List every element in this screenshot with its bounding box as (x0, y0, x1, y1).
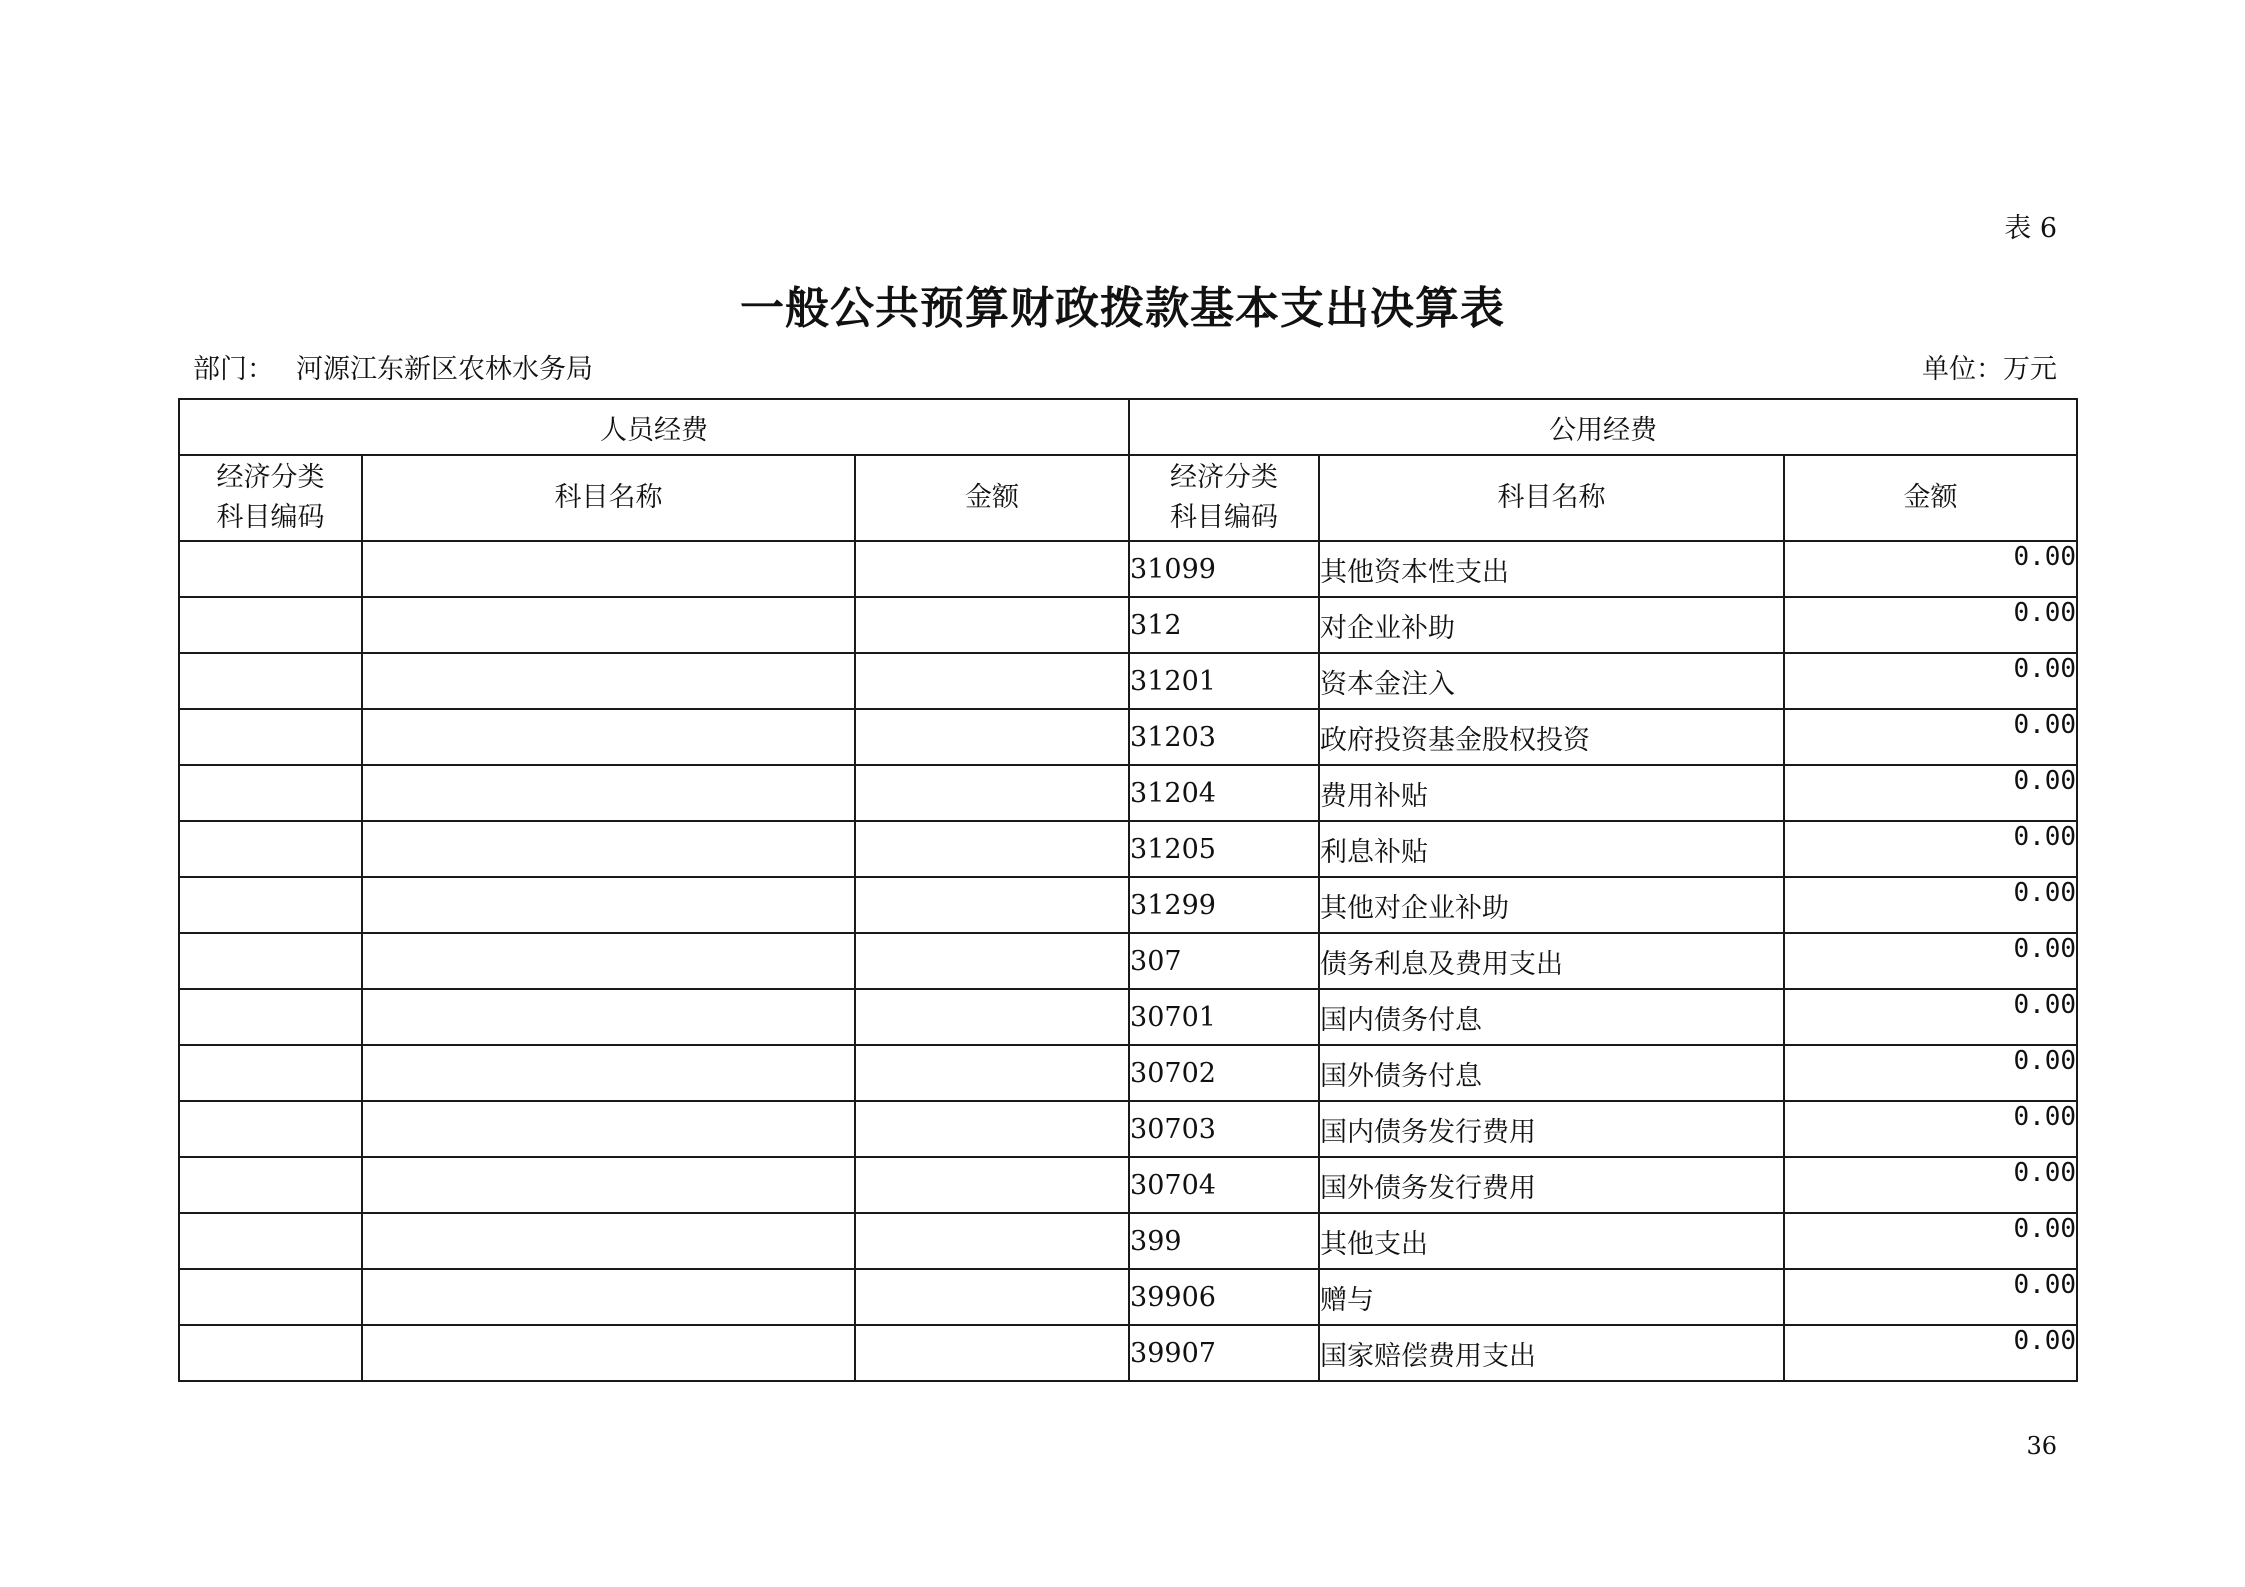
personnel-code-cell (179, 653, 362, 709)
expenditure-table (178, 398, 2078, 1382)
table-row (179, 653, 2077, 709)
personnel-name-cell (362, 765, 855, 821)
personnel-name-cell (362, 1325, 855, 1381)
public-name-cell: 国内债务付息 (1319, 989, 1784, 1045)
col-header-amount-right: 金额 (1784, 455, 2077, 541)
col-header-name-right: 科目名称 (1319, 455, 1784, 541)
personnel-name-cell (362, 541, 855, 597)
personnel-name-cell (362, 989, 855, 1045)
page-number: 36 (2026, 1432, 2057, 1460)
table-row (179, 709, 2077, 765)
table-row (179, 1045, 2077, 1101)
table-row (179, 1213, 2077, 1269)
personnel-name-cell (362, 709, 855, 765)
public-name-cell: 费用补贴 (1319, 765, 1784, 821)
department-label: 部门： (193, 354, 274, 385)
public-code-cell: 39906 (1129, 1269, 1319, 1325)
personnel-code-cell (179, 1101, 362, 1157)
public-amount-cell: 0.00 (1784, 709, 2077, 765)
table-row (179, 1101, 2077, 1157)
public-amount-cell: 0.00 (1784, 653, 2077, 709)
group-public-header: 公用经费 (1129, 399, 2077, 455)
table-row (179, 1157, 2077, 1213)
personnel-amount-cell (855, 933, 1129, 989)
public-code-cell: 30703 (1129, 1101, 1319, 1157)
table-body (179, 541, 2077, 1381)
col-header-amount-left: 金额 (855, 455, 1129, 541)
public-amount-cell: 0.00 (1784, 1101, 2077, 1157)
personnel-amount-cell (855, 877, 1129, 933)
public-name-cell: 国外债务付息 (1319, 1045, 1784, 1101)
personnel-code-cell (179, 1213, 362, 1269)
public-code-cell: 307 (1129, 933, 1319, 989)
department-line (193, 347, 593, 386)
personnel-name-cell (362, 1213, 855, 1269)
personnel-name-cell (362, 877, 855, 933)
personnel-amount-cell (855, 989, 1129, 1045)
unit-label: 单位：万元 (1922, 354, 2057, 385)
public-code-cell: 30701 (1129, 989, 1319, 1045)
public-amount-cell: 0.00 (1784, 1157, 2077, 1213)
personnel-code-cell (179, 709, 362, 765)
public-code-cell: 30702 (1129, 1045, 1319, 1101)
public-code-cell: 312 (1129, 597, 1319, 653)
personnel-code-cell (179, 877, 362, 933)
col-header-code-left: 经济分类 科目编码 (179, 455, 362, 541)
personnel-amount-cell (855, 1157, 1129, 1213)
table-row (179, 821, 2077, 877)
public-name-cell: 对企业补助 (1319, 597, 1784, 653)
table-row (179, 1325, 2077, 1381)
table-number: 表 6 (2004, 213, 2057, 244)
public-code-cell: 31205 (1129, 821, 1319, 877)
table-row (179, 1269, 2077, 1325)
public-name-cell: 利息补贴 (1319, 821, 1784, 877)
public-amount-cell: 0.00 (1784, 541, 2077, 597)
public-amount-cell: 0.00 (1784, 1213, 2077, 1269)
personnel-code-cell (179, 1269, 362, 1325)
personnel-name-cell (362, 653, 855, 709)
public-name-cell: 国内债务发行费用 (1319, 1101, 1784, 1157)
public-name-cell: 其他支出 (1319, 1213, 1784, 1269)
table-row (179, 989, 2077, 1045)
public-code-cell: 30704 (1129, 1157, 1319, 1213)
public-code-cell: 31299 (1129, 877, 1319, 933)
personnel-amount-cell (855, 1325, 1129, 1381)
public-name-cell: 其他对企业补助 (1319, 877, 1784, 933)
personnel-name-cell (362, 821, 855, 877)
personnel-amount-cell (855, 709, 1129, 765)
public-name-cell: 赠与 (1319, 1269, 1784, 1325)
public-name-cell: 国外债务发行费用 (1319, 1157, 1784, 1213)
public-amount-cell: 0.00 (1784, 1045, 2077, 1101)
table-row (179, 765, 2077, 821)
personnel-amount-cell (855, 597, 1129, 653)
personnel-code-cell (179, 765, 362, 821)
department-name: 河源江东新区农林水务局 (296, 354, 593, 385)
public-amount-cell: 0.00 (1784, 877, 2077, 933)
col-header-code-right: 经济分类 科目编码 (1129, 455, 1319, 541)
personnel-amount-cell (855, 1213, 1129, 1269)
personnel-amount-cell (855, 765, 1129, 821)
public-name-cell: 其他资本性支出 (1319, 541, 1784, 597)
public-code-cell: 31201 (1129, 653, 1319, 709)
column-header-row (179, 455, 2077, 541)
public-name-cell: 政府投资基金股权投资 (1319, 709, 1784, 765)
public-amount-cell: 0.00 (1784, 933, 2077, 989)
public-name-cell: 资本金注入 (1319, 653, 1784, 709)
public-name-cell: 债务利息及费用支出 (1319, 933, 1784, 989)
table-row (179, 877, 2077, 933)
personnel-name-cell (362, 933, 855, 989)
public-amount-cell: 0.00 (1784, 989, 2077, 1045)
personnel-amount-cell (855, 1045, 1129, 1101)
personnel-amount-cell (855, 821, 1129, 877)
public-amount-cell: 0.00 (1784, 821, 2077, 877)
public-code-cell: 39907 (1129, 1325, 1319, 1381)
public-amount-cell: 0.00 (1784, 1269, 2077, 1325)
public-amount-cell: 0.00 (1784, 1325, 2077, 1381)
personnel-name-cell (362, 1101, 855, 1157)
public-amount-cell: 0.00 (1784, 765, 2077, 821)
personnel-code-cell (179, 1045, 362, 1101)
table-row (179, 597, 2077, 653)
personnel-code-cell (179, 597, 362, 653)
personnel-name-cell (362, 1269, 855, 1325)
personnel-code-cell (179, 821, 362, 877)
page-title: 一般公共预算财政拨款基本支出决算表 (740, 283, 1505, 334)
personnel-code-cell (179, 541, 362, 597)
personnel-amount-cell (855, 1269, 1129, 1325)
personnel-code-cell (179, 1157, 362, 1213)
personnel-code-cell (179, 989, 362, 1045)
personnel-amount-cell (855, 541, 1129, 597)
group-header-row (179, 399, 2077, 455)
public-code-cell: 31203 (1129, 709, 1319, 765)
personnel-code-cell (179, 1325, 362, 1381)
public-name-cell: 国家赔偿费用支出 (1319, 1325, 1784, 1381)
public-amount-cell: 0.00 (1784, 597, 2077, 653)
personnel-name-cell (362, 597, 855, 653)
public-code-cell: 31099 (1129, 541, 1319, 597)
table-row (179, 541, 2077, 597)
public-code-cell: 399 (1129, 1213, 1319, 1269)
group-personnel-header: 人员经费 (179, 399, 1129, 455)
personnel-name-cell (362, 1045, 855, 1101)
col-header-name-left: 科目名称 (362, 455, 855, 541)
personnel-amount-cell (855, 653, 1129, 709)
public-code-cell: 31204 (1129, 765, 1319, 821)
table-row (179, 933, 2077, 989)
personnel-amount-cell (855, 1101, 1129, 1157)
personnel-code-cell (179, 933, 362, 989)
personnel-name-cell (362, 1157, 855, 1213)
